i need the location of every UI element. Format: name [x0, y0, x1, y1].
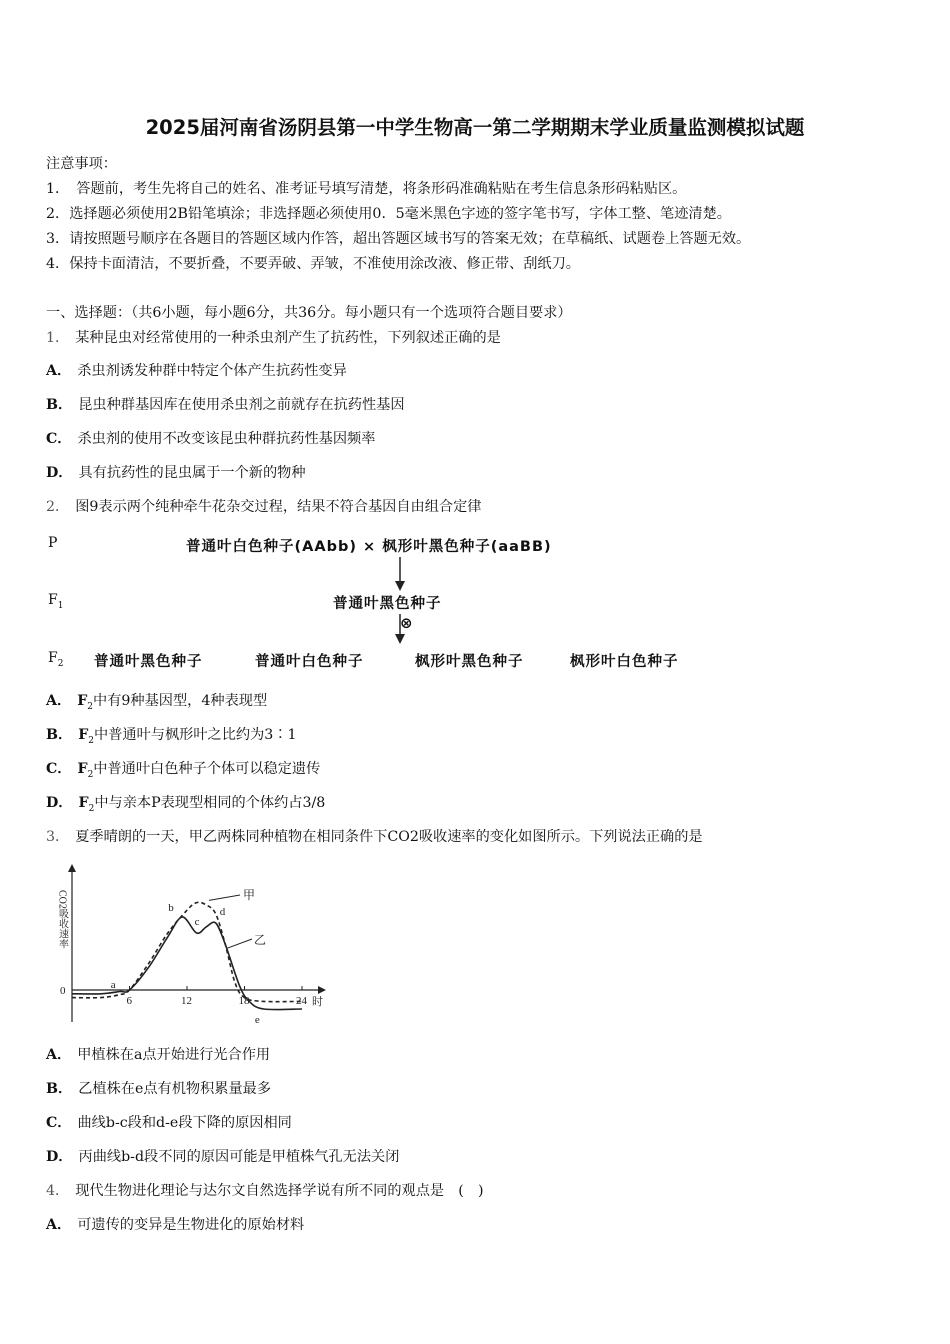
legend-label-yi: 乙: [254, 933, 267, 947]
question-number: 4．: [46, 1183, 70, 1199]
option-key: C．: [46, 1115, 72, 1131]
question-number: 2．: [46, 499, 70, 515]
question-number: 3．: [46, 829, 70, 845]
x-tick-label: 12: [181, 995, 192, 1007]
option-text: 曲线b-c段和d-e段下降的原因相同: [77, 1115, 292, 1131]
q3-option-b: [46, 1078, 271, 1098]
question-text: 某种昆虫对经常使用的一种杀虫剂产生了抗药性，下列叙述正确的是: [75, 330, 501, 346]
question-2-stem: [46, 496, 482, 516]
option-text: 中与亲本P表现型相同的个体约占3/8: [94, 795, 326, 811]
point-label-d: d: [219, 906, 226, 919]
q3-option-c: [46, 1112, 292, 1132]
option-text: 具有抗药性的昆虫属于一个新的物种: [78, 465, 306, 481]
option-text: 中普通叶白色种子个体可以稳定遗传: [93, 761, 321, 777]
question-text: 图9表示两个纯种牵牛花杂交过程，结果不符合基因自由组合定律: [75, 499, 482, 515]
x-tick-label: 24: [296, 995, 307, 1007]
parent-cross: 普通叶白色种子(AAbb) × 枫形叶黑色种子(aaBB): [186, 539, 552, 555]
co2-absorption-chart: [40, 862, 340, 1030]
section-heading: 一、选择题：（共6小题，每小题6分，共36分。每小题只有一个选项符合题目要求）: [46, 305, 572, 321]
legend-label-jia: 甲: [243, 888, 256, 902]
option-key: B．: [46, 1081, 73, 1097]
question-3-stem: [46, 826, 703, 846]
q4-option-a: [46, 1214, 304, 1234]
q2-option-b: B． $F_2$中普通叶与枫形叶之比约为3∶1: [46, 727, 297, 746]
question-1-stem: [46, 327, 501, 347]
x-tick-label: 6: [126, 995, 132, 1007]
legend-leader: [227, 939, 252, 948]
option-text: 昆虫种群基因库在使用杀虫剂之前就存在抗药性基因: [78, 397, 405, 413]
f1-phenotype: 普通叶黑色种子: [333, 596, 442, 612]
option-key: B．: [46, 397, 73, 413]
question-number: 1．: [46, 330, 70, 346]
down-arrow-icon: [390, 555, 410, 595]
f2-phenotype: 普通叶黑色种子: [94, 654, 203, 670]
q1-option-a: [46, 360, 347, 380]
notice-item: 3．请按照题号顺序在各题目的答题区域内作答，超出答题区域书写的答案无效；在草稿纸、试题卷上答题无效。: [46, 231, 751, 247]
page-title: 2025届河南省汤阴县第一中学生物高一第二学期期末学业质量监测模拟试题: [145, 116, 805, 139]
legend-leader: [209, 895, 240, 900]
point-label-c: c: [194, 916, 200, 928]
x-axis-arrow-icon: [318, 986, 326, 994]
q2-option-c: C． $F_2$中普通叶白色种子个体可以稳定遗传: [46, 761, 321, 780]
option-text: 甲植株在a点开始进行光合作用: [77, 1047, 271, 1063]
point-label-a: a: [110, 979, 116, 991]
x-axis-label: 时: [312, 996, 323, 1008]
question-text: 夏季晴朗的一天，甲乙两株同种植物在相同条件下CO2吸收速率的变化如图所示。下列说法正确的是: [75, 829, 703, 845]
generation-p-label: P: [48, 535, 58, 551]
q1-option-c: [46, 428, 375, 448]
y-axis-label: CO2吸收速率: [56, 890, 68, 949]
f2-phenotype: 普通叶白色种子: [255, 654, 364, 670]
option-text: 可遗传的变异是生物进化的原始材料: [77, 1217, 305, 1233]
question-4-stem: [46, 1180, 484, 1200]
option-text: 中普通叶与枫形叶之比约为3∶1: [94, 727, 297, 743]
q2-option-a: A． $F_2$中有9种基因型，4种表现型: [46, 693, 268, 712]
selfing-symbol: ⊗: [400, 614, 414, 632]
option-key: D．: [46, 1149, 73, 1165]
option-key: B．: [46, 727, 73, 743]
generation-f2-label: $F_2$: [48, 650, 64, 669]
option-key: C．: [46, 761, 72, 777]
option-text: 丙曲线b-d段不同的原因可能是甲植株气孔无法关闭: [78, 1149, 400, 1165]
y-tick-label: 0: [60, 985, 66, 997]
q1-option-b: [46, 394, 405, 414]
q1-option-d: [46, 462, 306, 482]
option-key: A．: [46, 1047, 72, 1063]
option-key: C．: [46, 431, 72, 447]
option-key: A．: [46, 1217, 72, 1233]
notice-heading: 注意事项：: [46, 156, 117, 172]
option-key: A．: [46, 363, 72, 379]
generation-f1-label: $F_1$: [48, 592, 64, 611]
option-text: 中有9种基因型，4种表现型: [93, 693, 268, 709]
point-label-e: e: [254, 1014, 260, 1026]
f2-phenotype: 枫形叶白色种子: [570, 654, 679, 670]
y-axis-arrow-icon: [68, 864, 76, 872]
option-key: A．: [46, 693, 72, 709]
option-text: 杀虫剂诱发种群中特定个体产生抗药性变异: [77, 363, 347, 379]
x-tick-label: 18: [238, 995, 250, 1007]
option-text: 杀虫剂的使用不改变该昆虫种群抗药性基因频率: [77, 431, 376, 447]
f2-phenotype: 枫形叶黑色种子: [415, 654, 524, 670]
q2-option-d: D． $F_2$中与亲本P表现型相同的个体约占3/8: [46, 795, 326, 814]
option-key: D．: [46, 465, 73, 481]
option-text: 乙植株在e点有机物积累量最多: [78, 1081, 272, 1097]
point-label-b: b: [168, 902, 174, 915]
q3-option-d: [46, 1146, 399, 1166]
notice-item: 2．选择题必须使用2B铅笔填涂；非选择题必须使用0．5毫米黑色字迹的签字笔书写，字体工整、笔迹清楚。: [46, 206, 731, 222]
notice-item: 4．保持卡面清洁，不要折叠，不要弄破、弄皱，不准使用涂改液、修正带、刮纸刀。: [46, 256, 580, 272]
q3-option-a: [46, 1044, 270, 1064]
notice-item: 1． 答题前，考生先将自己的姓名、准考证号填写清楚，将条形码准确粘贴在考生信息条形码粘贴区。: [46, 181, 687, 197]
question-text: 现代生物进化理论与达尔文自然选择学说有所不同的观点是 ( ): [75, 1183, 484, 1199]
option-key: D．: [46, 795, 73, 811]
